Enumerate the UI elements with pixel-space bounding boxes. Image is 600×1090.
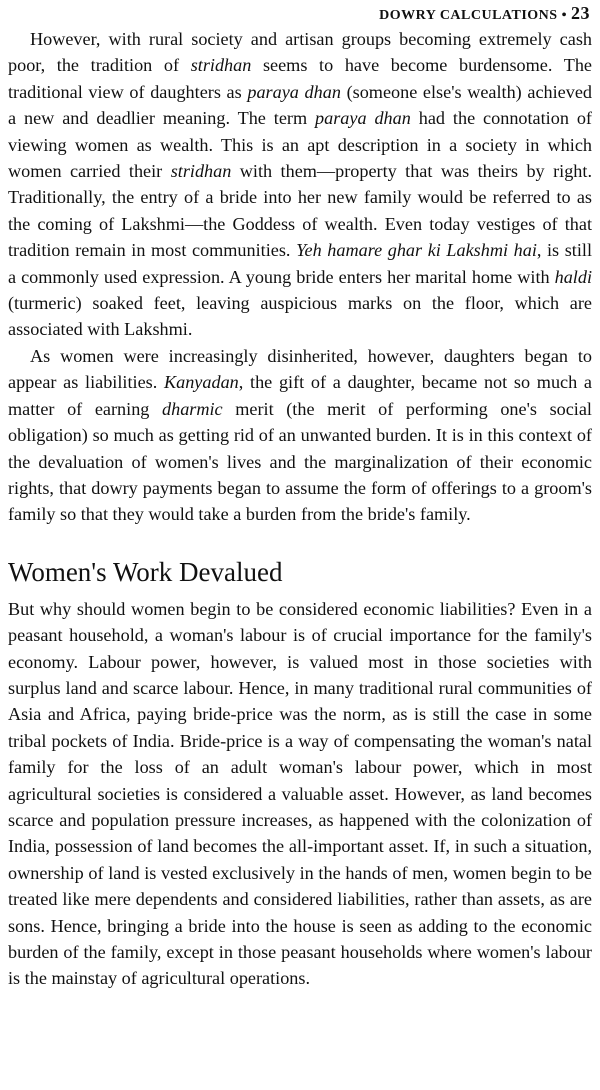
text-run: (someone else's wealth) achieved a new and deadlier meaning. The term <box>8 81 593 129</box>
page-number: 23 <box>571 3 590 23</box>
italic-term: Kanyadan <box>163 372 239 393</box>
running-head-bullet: • <box>561 8 567 23</box>
text-run: seems to have become burdensome. The traditional view of daughters as <box>8 55 592 102</box>
text-run: merit (the merit of performing one's social obligation) so much as getting rid of an unwanted burden. It is in this context of the devaluation of women's lives and the marginalization of their economic rights, that dowry payments began to assume the form of offerings to a groom's family so that they would take a burden from the bride's family. <box>8 398 592 525</box>
running-head <box>8 0 592 26</box>
text-run: However, with rural society and artisan groups becoming extremely cash poor, the tradition of <box>8 29 592 76</box>
paragraph-1 <box>8 26 592 343</box>
text-run: , is still a commonly used expression. A young bride enters her marital home with <box>8 240 593 287</box>
paragraph-2 <box>8 343 592 528</box>
text-run: As women were increasingly disinherited, however, daughters began to appear as liabilities. <box>8 345 592 393</box>
text-run: with them—property that was theirs by right. Traditionally, the entry of a bride into her new family would be referred to as the coming of Lakshmi—the Goddess of wealth. Even today vestiges of that tradition remain in most communities. <box>8 161 592 261</box>
text-run: , the gift of a daughter, became not so much a matter of earning <box>8 372 592 419</box>
section-heading: Women's Work Devalued <box>8 556 283 587</box>
section-paragraph: But why should women begin to be considered economic liabilities? Even in a peasant household, a woman's labour is of crucial importance for the family's economy. Labour power, however, is valued most in those societies with surplus land and scarce labour. Hence, in many traditional rural communities of Asia and Africa, paying bride-price was the norm, as is still the case in some tribal pockets of India. Bride-price is a way of compensating the woman's natal family for the loss of an adult woman's labour power, which in most agricultural societies is considered a valuable asset. However, as land becomes scarce and population pressure increases, as happened with the colonization of India, possession of land becomes the all-important asset. If, in such a situation, ownership of land is vested exclusively in the hands of men, women begin to be treated like mere dependents and considered liabilities, rather than assets, as are sons. Hence, bringing a bride into the house is seen as adding to the economic burden of the family, except in those peasant households where women's labour is the mainstay of agricultural operations. <box>8 598 592 989</box>
italic-term: dharmic <box>162 398 223 419</box>
text-run: (turmeric) soaked feet, leaving auspicious marks on the floor, which are associated with Lakshmi. <box>8 293 592 340</box>
running-head-title: DOWRY CALCULATIONS <box>379 8 558 23</box>
italic-term: stridhan <box>190 55 252 76</box>
text-run: had the connotation of viewing women as wealth. This is an apt description in a society in which women carried their <box>8 108 592 182</box>
italic-term: stridhan <box>170 161 232 182</box>
italic-term: paraya dhan <box>247 81 341 102</box>
italic-term: Yeh hamare ghar ki Lakshmi hai <box>296 240 537 261</box>
italic-term: haldi <box>554 266 592 287</box>
italic-term: paraya dhan <box>315 108 411 129</box>
